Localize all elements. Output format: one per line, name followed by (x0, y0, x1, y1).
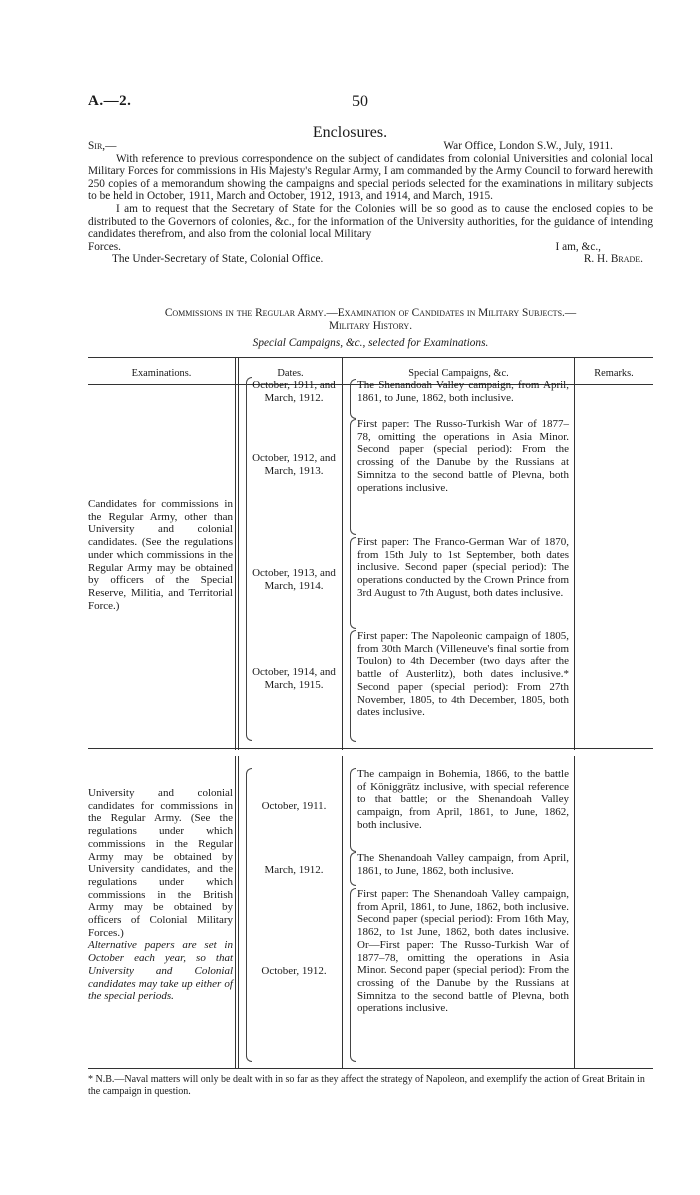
letter (88, 140, 653, 266)
section2-campaign-brace-3 (350, 888, 356, 1062)
section2-campaign-brace-1 (350, 768, 356, 852)
section2-dates-1: October, 1911. (261, 800, 327, 812)
col-sep-3b (574, 756, 575, 1068)
col-header-campaigns: Special Campaigns, &c. (408, 368, 509, 379)
section1-dates-4: October, 1914, and March, 1915. (252, 666, 336, 691)
letter-signature: R. H. Brade. (583, 253, 643, 266)
col-sep-1d (238, 756, 239, 1068)
section1-campaign-2: First paper: The Russo-Turkish War of 1877–78, omitting the operations in Asia Minor. Second paper (special period): From the crossing of the Danube by the Russians at Simnitza to the second battle of Plevna, both operations inclusive. (357, 418, 569, 494)
section1-campaign-brace-4 (350, 630, 356, 742)
col-header-dates: Dates. (277, 368, 304, 379)
table-top-rule (88, 357, 653, 358)
section1-campaign-3: First paper: The Franco-German War of 1870, from 15th July to 1st September, both dates inclusive. Second paper (special period): The operations conducted by the Crown Prince from 3rd August to 7th August, both dates inclusive. (357, 536, 569, 599)
letter-paragraph-2-end: Forces. (88, 240, 121, 253)
section2-campaign-3: First paper: The Shenandoah Valley campaign, from April, 1861, to June, 1862, both inclusive. Second paper (special period): From 16th May, 1862, to 1st June, 1862, both dates inclusive. Or—First paper: The Russo-Turkish War of 1877–78, omitting the operations in Asia Minor. Second paper (special period): From the crossing of the Danube by the Russians at Simnitza to the second battle of Plevna, both operations inclusive. (357, 888, 569, 1015)
table-section-rule (88, 748, 653, 749)
section2-examination-cell (88, 787, 233, 1003)
section2-dates-2: March, 1912. (264, 864, 324, 876)
section1-campaign-1: The Shenandoah Valley campaign, from April, 1861, to June, 1862, both inclusive. (357, 379, 569, 404)
section1-dates-3: October, 1913, and March, 1914. (252, 567, 336, 592)
letter-dateline: War Office, London S.W., July, 1911. (443, 140, 613, 152)
table-bottom-rule (88, 1068, 653, 1069)
section1-dates-1: October, 1911, and March, 1912. (252, 379, 336, 404)
col-sep-1a (235, 357, 236, 750)
section1-examination: Candidates for commissions in the Regular Army, other than University and colonial candidates. (See the regulations under which commissions in the Regular Army may be obtained by officers of the Special Reserve, Militia, and Territorial Force.) (88, 498, 233, 612)
memo-heading (88, 307, 653, 333)
section2-examination: University and colonial candidates for commissions in the Regular Army. (See the regulations under which commissions in the Regular Army may be obtained by University candidates, and the regulations under which commissions in the British Army may be obtained by officers of Colonial Military Forces.) (88, 787, 233, 939)
page-number: 50 (352, 93, 368, 110)
col-sep-2b (342, 756, 343, 1068)
page-section-label: A.—2. (88, 93, 132, 109)
col-sep-1b (238, 357, 239, 750)
section2-campaign-2: The Shenandoah Valley campaign, from April, 1861, to June, 1862, both inclusive. (357, 852, 569, 877)
col-header-examinations: Examinations. (131, 368, 192, 379)
letter-closing: I am, &c., (555, 240, 601, 253)
memo-subheading: Special Campaigns, &c., selected for Examinations. (252, 337, 489, 349)
section1-campaign-4: First paper: The Napoleonic campaign of 1805, from 30th March (Villeneuve's final sortie from Toulon) to 4th December (two days after the battle of Austerlitz), both dates inclusive.* Second paper (special period): From 27th November, 1805, to 4th December, 1805, both dates inclusive. (357, 630, 569, 719)
footnote: * N.B.—Naval matters will only be dealt with in so far as they affect the strategy of Napoleon, and exemplify the action of Great Britain in the campaign in question. (88, 1074, 645, 1097)
section1-campaign-brace-1 (350, 379, 356, 419)
letter-paragraph-1: With reference to previous correspondence on the subject of candidates from colonial Universities and colonial local Military Forces for commissions in His Majesty's Regular Army, I am commanded by the Army Council to forward herewith 250 copies of a memorandum showing the campaigns and special periods selected for the examinations in military subjects to be held in October, 1911, March and October, 1912, 1913, and 1914, and March, 1915. (88, 152, 653, 203)
col-sep-3a (574, 357, 575, 750)
letter-salutation: Sir,— (88, 140, 117, 152)
letter-paragraph-2: I am to request that the Secretary of State for the Colonies will be so good as to cause the enclosed copies to be distributed to the Governors of colonies, &c., for the information of the University authorities, for the guidance of intending candidates therefrom, and also from the colonial local Military (88, 202, 653, 241)
enclosures-title: Enclosures. (312, 124, 388, 141)
col-sep-2a (342, 357, 343, 750)
section1-campaign-brace-2 (350, 419, 356, 535)
col-header-remarks: Remarks. (594, 368, 634, 379)
section2-campaign-1: The campaign in Bohemia, 1866, to the battle of Königgrätz inclusive, with special reference to that battle; or the Shenandoah Valley campaign, from April, 1861, to June, 1862, both inclusive. (357, 768, 569, 831)
memo-heading-line-1: Commissions in the Regular Army.—Examination of Candidates in Military Subjects.— (164, 307, 577, 319)
section1-dates-2: October, 1912, and March, 1913. (252, 452, 336, 477)
col-sep-1c (235, 756, 236, 1068)
letter-recipient: The Under-Secretary of State, Colonial Office. (112, 253, 324, 266)
section2-campaign-brace-2 (350, 852, 356, 886)
section2-dates-3: October, 1912. (261, 965, 327, 977)
section2-examination-note: Alternative papers are set in October each year, so that University and Colonial candidates may take up either of the special periods. (88, 939, 233, 1003)
section1-campaign-brace-3 (350, 537, 356, 629)
memo-heading-line-2: Military History. (328, 320, 413, 332)
